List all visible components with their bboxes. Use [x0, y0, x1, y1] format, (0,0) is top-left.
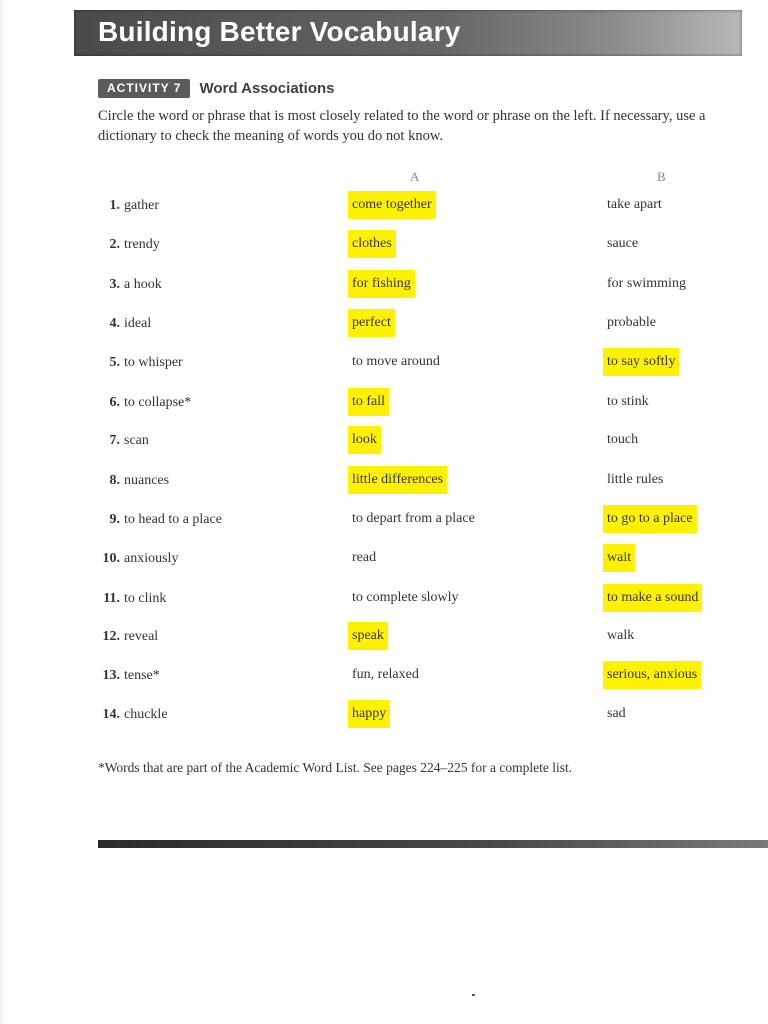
item-number: 1. [109, 198, 120, 213]
option-a[interactable]: read [352, 550, 377, 565]
item-term: anxiously [124, 551, 179, 566]
scan-speck [472, 994, 475, 996]
exercise-row [0, 466, 768, 496]
option-b[interactable]: wait [603, 544, 635, 572]
option-a[interactable]: little differences [348, 466, 447, 494]
option-a[interactable]: come together [348, 191, 436, 219]
option-b[interactable]: to say softly [603, 348, 679, 376]
item-number: 7. [109, 433, 120, 448]
option-a[interactable]: happy [348, 700, 390, 728]
item-number: 8. [109, 473, 120, 488]
option-b[interactable]: walk [607, 628, 635, 643]
item-term: ideal [124, 316, 152, 331]
item-term: trendy [124, 237, 160, 252]
item-term: reveal [124, 629, 159, 644]
option-a[interactable]: look [348, 426, 381, 454]
option-a[interactable]: to move around [352, 354, 440, 369]
exercise-row [0, 584, 768, 614]
exercise-row [0, 230, 768, 260]
option-b[interactable]: for swimming [607, 276, 686, 291]
option-a[interactable]: clothes [348, 230, 396, 258]
item-number: 10. [102, 551, 120, 566]
instructions: Circle the word or phrase that is most closely related to the word or phrase on the left. If necessary, use a dictionary to check the meaning of words you do not know. [98, 108, 706, 144]
item-term: a hook [124, 277, 162, 292]
item-number: 12. [102, 629, 120, 644]
item-number: 5. [109, 355, 120, 370]
item-number: 11. [103, 591, 120, 606]
activity-title: Word Associations [199, 79, 335, 97]
option-b[interactable]: sauce [607, 236, 639, 251]
exercise-row [0, 505, 768, 535]
item-term: to collapse* [124, 395, 192, 410]
option-b[interactable]: touch [607, 432, 639, 447]
option-a[interactable]: to complete slowly [352, 590, 459, 605]
exercise-row [0, 622, 768, 652]
item-number: 6. [109, 395, 120, 410]
page-title: Building Better Vocabulary [98, 16, 461, 47]
option-b[interactable]: little rules [607, 472, 664, 487]
exercise-row [0, 270, 768, 300]
item-term: to clink [124, 591, 167, 606]
column-a-header: A [410, 169, 420, 184]
option-a[interactable]: fun, relaxed [352, 667, 419, 682]
option-b[interactable]: take apart [607, 197, 662, 212]
activity-badge: ACTIVITY 7 [98, 79, 190, 98]
activity-header [98, 78, 335, 98]
exercise-row [0, 309, 768, 339]
exercise-row [0, 700, 768, 730]
option-b[interactable]: sad [607, 706, 626, 721]
option-a[interactable]: perfect [348, 309, 395, 337]
footnote: *Words that are part of the Academic Word List. See pages 224–225 for a complete list. [98, 760, 573, 775]
exercise-row [0, 191, 768, 221]
exercise-row [0, 661, 768, 691]
option-b[interactable]: serious, anxious [603, 661, 701, 689]
item-number: 14. [102, 707, 120, 722]
option-b[interactable]: to go to a place [603, 505, 697, 533]
item-term: tense* [124, 668, 160, 683]
exercise-row [0, 426, 768, 456]
item-number: 13. [102, 668, 120, 683]
bottom-rule [98, 840, 768, 848]
item-term: scan [124, 433, 149, 448]
option-a[interactable]: to depart from a place [352, 511, 475, 526]
option-a[interactable]: speak [348, 622, 388, 650]
item-term: gather [124, 198, 159, 213]
item-term: nuances [124, 473, 170, 488]
item-number: 3. [109, 277, 120, 292]
option-b[interactable]: to make a sound [603, 584, 702, 612]
item-number: 2. [109, 237, 120, 252]
exercise-row [0, 388, 768, 418]
exercise-row [0, 348, 768, 378]
exercise-row [0, 544, 768, 574]
option-b[interactable]: probable [607, 315, 656, 330]
option-b[interactable]: to stink [607, 394, 649, 409]
item-term: chuckle [124, 707, 168, 722]
item-number: 9. [109, 512, 120, 527]
option-a[interactable]: for fishing [348, 270, 415, 298]
option-a[interactable]: to fall [348, 388, 389, 416]
item-term: to head to a place [124, 512, 222, 527]
column-b-header: B [657, 169, 666, 184]
item-term: to whisper [124, 355, 183, 370]
item-number: 4. [109, 316, 120, 331]
